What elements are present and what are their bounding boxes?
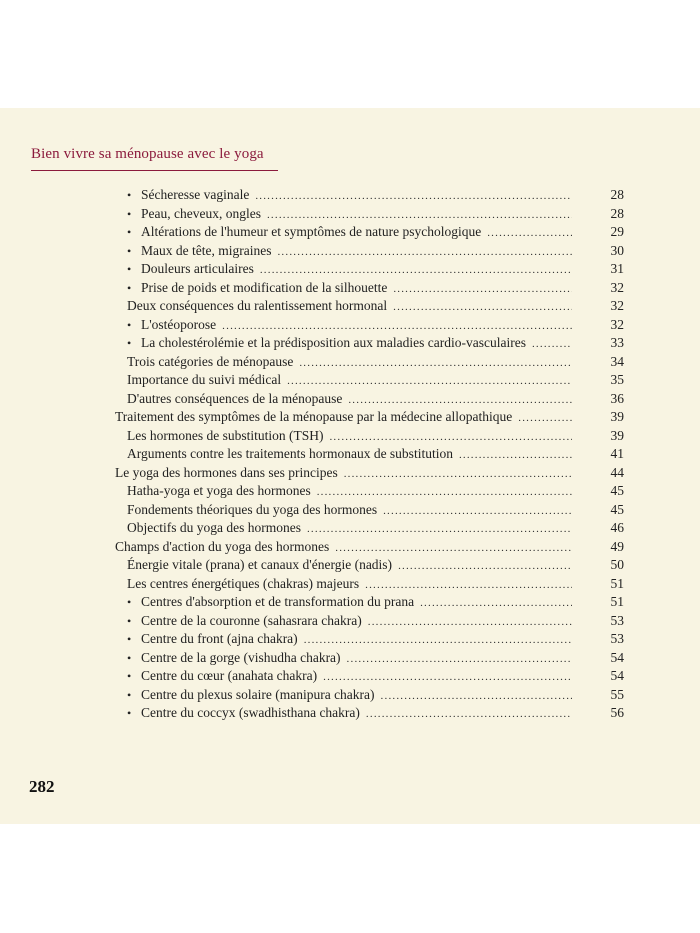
toc-entry-title: Champs d'action du yoga des hormones [115, 538, 330, 554]
toc-entry-page: 53 [610, 631, 624, 646]
dot-leader [393, 280, 572, 299]
toc-entry [0, 667, 700, 686]
toc-entry [0, 297, 700, 316]
toc-entry-title: D'autres conséquences de la ménopause [127, 390, 343, 406]
dot-leader [487, 224, 572, 243]
toc-entry-page: 32 [610, 298, 624, 313]
toc-entry-page: 39 [610, 427, 624, 443]
toc-entry [0, 538, 700, 557]
toc-entry [0, 186, 700, 205]
toc-entry [0, 649, 700, 668]
toc-entry [0, 371, 700, 390]
toc-entry [0, 612, 700, 631]
toc-entry [0, 205, 700, 224]
bullet-icon: • [127, 243, 132, 258]
toc-entry-title: Centre du coccyx (swadhisthana chakra) [141, 705, 360, 720]
dot-leader [317, 483, 572, 502]
toc-entry-page: 49 [610, 538, 624, 554]
dot-leader [304, 631, 572, 650]
toc-entry [0, 704, 700, 723]
toc-entry [0, 316, 700, 335]
toc-entry [0, 501, 700, 520]
dot-leader [398, 557, 572, 576]
toc-entry [0, 445, 700, 464]
dot-leader [518, 409, 572, 428]
toc-entry-page: 33 [610, 335, 624, 350]
toc-entry-title: Centre du plexus solaire (manipura chakra) [141, 686, 375, 702]
toc-entry-title: Centre de la couronne (sahasrara chakra) [141, 612, 362, 628]
toc-entry-title: Peau, cheveux, ongles [141, 205, 261, 221]
dot-leader [222, 317, 572, 336]
bullet-icon: • [127, 687, 132, 702]
toc-entry-page: 45 [610, 501, 624, 517]
toc-entry-page: 54 [610, 668, 624, 683]
toc-entry [0, 334, 700, 353]
toc-entry-title: Trois catégories de ménopause [127, 353, 294, 369]
toc-entry-page: 28 [610, 205, 624, 221]
toc-entry-page: 44 [610, 464, 624, 480]
toc-entry-title: Traitement des symptômes de la ménopause par la médecine allopathique [115, 409, 513, 424]
toc-entry-page: 50 [610, 557, 624, 572]
dot-leader [344, 465, 572, 484]
toc-entry-page: 39 [610, 409, 624, 424]
toc-entry [0, 279, 700, 298]
toc-entry-page: 30 [610, 242, 624, 258]
toc-entry-title: La cholestérolémie et la prédisposition aux maladies cardio-vasculaires [141, 335, 526, 350]
toc-entry [0, 242, 700, 261]
dot-leader [381, 687, 572, 706]
toc-entry-title: Les hormones de substitution (TSH) [127, 427, 324, 443]
toc-entry-page: 32 [610, 316, 624, 332]
toc-entry [0, 556, 700, 575]
bullet-icon: • [127, 225, 132, 239]
toc-entry [0, 390, 700, 409]
toc-entry-title: Douleurs articulaires [141, 261, 254, 276]
bullet-icon: • [127, 317, 132, 332]
dot-leader [255, 187, 572, 206]
toc-entry-title: Fondements théoriques du yoga des hormones [127, 501, 378, 517]
toc-entry [0, 482, 700, 501]
toc-entry [0, 630, 700, 649]
bullet-icon: • [127, 188, 132, 202]
toc-entry-page: 51 [610, 594, 624, 609]
toc-entry-page: 28 [610, 187, 624, 202]
bullet-icon: • [127, 632, 132, 646]
bullet-icon: • [127, 595, 132, 609]
bullet-icon: • [127, 650, 132, 665]
toc-entry-page: 56 [610, 705, 624, 720]
toc-entry [0, 427, 700, 446]
toc-entry-title: Altérations de l'humeur et symptômes de nature psychologique [141, 224, 482, 239]
dot-leader [307, 520, 572, 539]
bullet-icon: • [127, 262, 132, 276]
toc-entry-page: 29 [610, 224, 624, 239]
dot-leader [347, 650, 572, 669]
toc-entry-title: Centres d'absorption et de transformation du prana [141, 594, 415, 609]
bullet-icon: • [127, 669, 132, 683]
dot-leader [277, 243, 572, 262]
toc-entry-title: Importance du suivi médical [127, 372, 282, 387]
toc-entry-title: Les centres énergétiques (chakras) majeurs [127, 575, 360, 591]
dot-leader [393, 298, 572, 317]
toc-entry-title: Centre du front (ajna chakra) [141, 631, 298, 646]
dot-leader [323, 668, 572, 687]
dot-leader [420, 594, 572, 613]
dot-leader [335, 539, 572, 558]
toc-entry [0, 593, 700, 612]
toc-entry-title: Objectifs du yoga des hormones [127, 520, 301, 535]
toc-entry-page: 45 [610, 483, 624, 498]
page-number: 282 [29, 777, 55, 796]
bullet-icon: • [127, 206, 132, 221]
toc-entry-page: 36 [610, 390, 624, 406]
toc-entry-title: Centre du cœur (anahata chakra) [141, 668, 318, 683]
toc-entry-page: 54 [610, 649, 624, 665]
toc-entry [0, 575, 700, 594]
toc-entry-title: Le yoga des hormones dans ses principes [115, 464, 338, 480]
toc-entry [0, 519, 700, 538]
toc-entry-title: Deux conséquences du ralentissement hormonal [127, 298, 388, 313]
bullet-icon: • [127, 613, 132, 628]
bullet-icon: • [127, 336, 132, 350]
toc-entry-title: Prise de poids et modification de la silhouette [141, 279, 388, 295]
toc-entry-page: 51 [610, 575, 624, 591]
dot-leader [267, 206, 572, 225]
toc-entry [0, 223, 700, 242]
toc-entry-page: 55 [610, 686, 624, 702]
dot-leader [366, 705, 572, 724]
table-of-contents [0, 186, 700, 723]
dot-leader [383, 502, 572, 521]
toc-entry [0, 464, 700, 483]
toc-entry-page: 53 [610, 612, 624, 628]
running-title: Bien vivre sa ménopause avec le yoga [31, 146, 264, 162]
bullet-icon: • [127, 280, 132, 295]
toc-entry-title: Arguments contre les traitements hormonaux de substitution [127, 446, 453, 461]
toc-entry-title: Énergie vitale (prana) et canaux d'énergie (nadis) [127, 557, 393, 572]
dot-leader [532, 335, 572, 354]
toc-entry-title: Hatha-yoga et yoga des hormones [127, 483, 311, 498]
dot-leader [459, 446, 572, 465]
toc-entry [0, 260, 700, 279]
dot-leader [329, 428, 572, 447]
dot-leader [365, 576, 572, 595]
toc-entry-title: Maux de tête, migraines [141, 242, 272, 258]
dot-leader [299, 354, 572, 373]
toc-entry [0, 408, 700, 427]
toc-entry-title: Centre de la gorge (vishudha chakra) [141, 649, 341, 665]
toc-entry-page: 34 [610, 353, 624, 369]
toc-entry-page: 41 [610, 446, 624, 461]
toc-entry-title: Sécheresse vaginale [141, 187, 250, 202]
dot-leader [260, 261, 572, 280]
dot-leader [287, 372, 572, 391]
bullet-icon: • [127, 706, 132, 720]
toc-entry-page: 46 [610, 520, 624, 535]
title-underline [31, 170, 278, 171]
dot-leader [348, 391, 572, 410]
toc-entry [0, 686, 700, 705]
toc-entry-page: 32 [610, 279, 624, 295]
dot-leader [368, 613, 572, 632]
toc-entry-page: 31 [610, 261, 624, 276]
toc-entry-page: 35 [610, 372, 624, 387]
toc-entry [0, 353, 700, 372]
book-page [0, 108, 700, 824]
toc-entry-title: L'ostéoporose [141, 316, 217, 332]
